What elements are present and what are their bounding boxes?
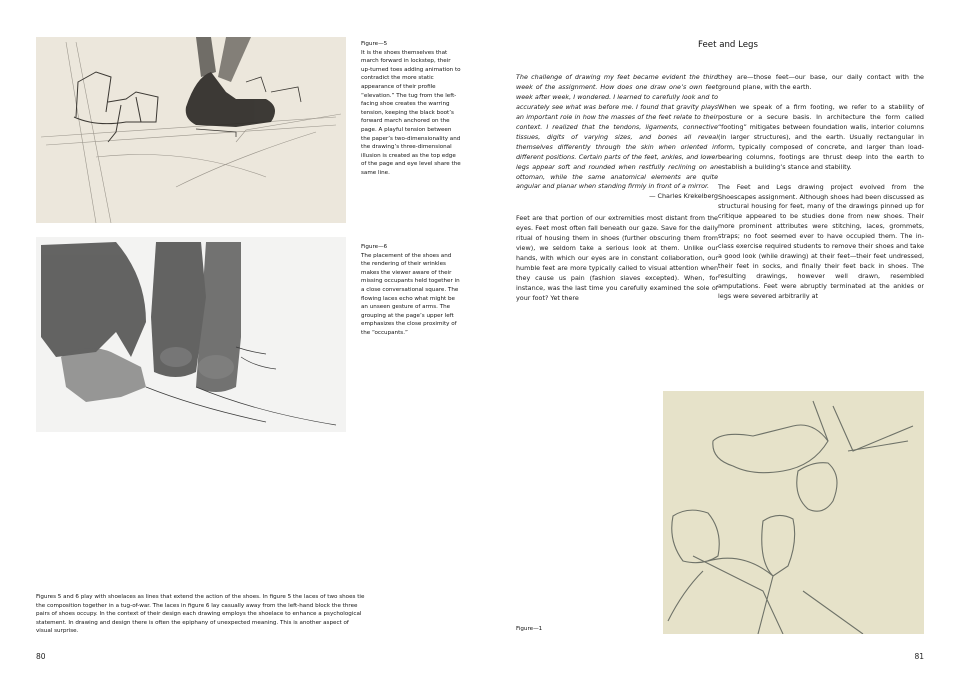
figure-6-image: [36, 237, 346, 432]
page-number-left: 80: [36, 652, 46, 661]
body-paragraph-1-continued: they are—those feet—our base, our daily contact with the ground plane, with the earth.: [718, 73, 924, 91]
figure-1-image: [663, 391, 924, 634]
section-title: Feet and Legs: [698, 40, 758, 50]
figure-5-image: [36, 37, 346, 223]
text-column-left: [516, 73, 718, 304]
text-column-right: [718, 73, 924, 302]
quote-attribution: — Charles Krekelberg: [649, 192, 718, 201]
shoes-charcoal-drawing: [36, 237, 346, 432]
body-paragraph-2: When we speak of a firm footing, we refer to a stability of posture or a secure basis. In architecture the form called “footing” mitigates between foundation walls, interior columns (in larger structures), and the earth. Usually rectangular in form, typically composed of concrete, and larger than load-bearing columns, footings are thrust deep into the earth to establish a building’s stance and stability.: [718, 102, 924, 171]
body-paragraph-3: The Feet and Legs drawing project evolved from the Shoescapes assignment. Although shoes had been discussed as structural housing for feet, many of the drawings pinned up for critique appeared to be studies done from new shoes. Their more prominent attributes were stitching, laces, grommets, straps; no foot seemed ever to have occupied them. The in-class exercise required students to remove their shoes and take a good look (while drawing) at their feet—their feet undressed, their feet in socks, and finally their feet back in shoes. The resulting drawings, however well drawn, resembled amputations. Feet were abruptly terminated at the ankles or legs were severed arbitrarily at: [718, 182, 924, 301]
boots-sketch-drawing: [36, 37, 346, 223]
right-page: [480, 0, 960, 691]
figure-6-caption: [361, 243, 461, 338]
figure-1-label: Figure—1: [516, 626, 543, 632]
student-quote: The challenge of drawing my feet became evident the third week of the assignment. How does one draw one’s own feet week after week, I wondered. I learned to carefully look and to accurately see what was before me. I found that gravity plays an important role in how the masses of the feet relate to their context. I realized that the tendons, ligaments, connective tissues, digits of varying sizes, and bones all reveal themselves differently through the skin when oriented in different positions. Certain parts of the feet, ankles, and lower legs appear soft and rounded when restfully reclining on an ottoman, while the same anatomical elements are quite angular and planar when standing firmly in front of a mirror.: [516, 73, 718, 191]
figure-5-caption: [361, 40, 461, 178]
figure-5-caption-text: It is the shoes themselves that march forward in lockstep, their up-turned toes adding animation to contradict the more static appearance of their profile “elevation.” The tug from the left-facing shoe creates the warring tension, keeping the black boot’s forward march anchored on the page. A playful tension between the paper’s two-dimensionality and the drawing’s three-dimensional illusion is created as the top edge of the page and eye level share the same line.: [361, 49, 461, 176]
figures-5-6-caption: Figures 5 and 6 play with shoelaces as lines that extend the action of the shoes. In figure 5 the laces of two shoes tie the composition together in a tug-of-war. The laces in figure 6 lay casually away from the left-hand block the three pairs of shoes occupy. In the context of their design each drawing employs the shoelace to enhance a psychological statement. In drawing and design there is often the epiphany of unexpected meaning. This is another aspect of visual surprise.: [36, 594, 365, 635]
page-number-right: 81: [914, 652, 924, 661]
figure-5-label: Figure—5: [361, 41, 388, 47]
body-paragraph-1: Feet are that portion of our extremities most distant from the eyes. Feet most often fall beneath our gaze. Save for the daily ritual of housing them in shoes (further obscuring them from view), we seldom take a serious look at them. Unlike our hands, with which our eyes are in constant collaboration, our humble feet are more typically called to visual attention when they cause us pain (fashion slaves excepted). When, for instance, was the last time you carefully examined the sole of your foot? Yet there: [516, 214, 718, 303]
figure-6-label: Figure—6: [361, 244, 388, 250]
feet-sketch-drawing: [663, 391, 924, 634]
figure-6-caption-text: The placement of the shoes and the rendering of their wrinkles makes the viewer aware of their missing occupants held together in a close conversational square. The flowing laces echo what might be an unseen gesture of arms. The grouping at the page’s upper left emphasizes the close proximity of the “occupants.”: [361, 252, 460, 336]
